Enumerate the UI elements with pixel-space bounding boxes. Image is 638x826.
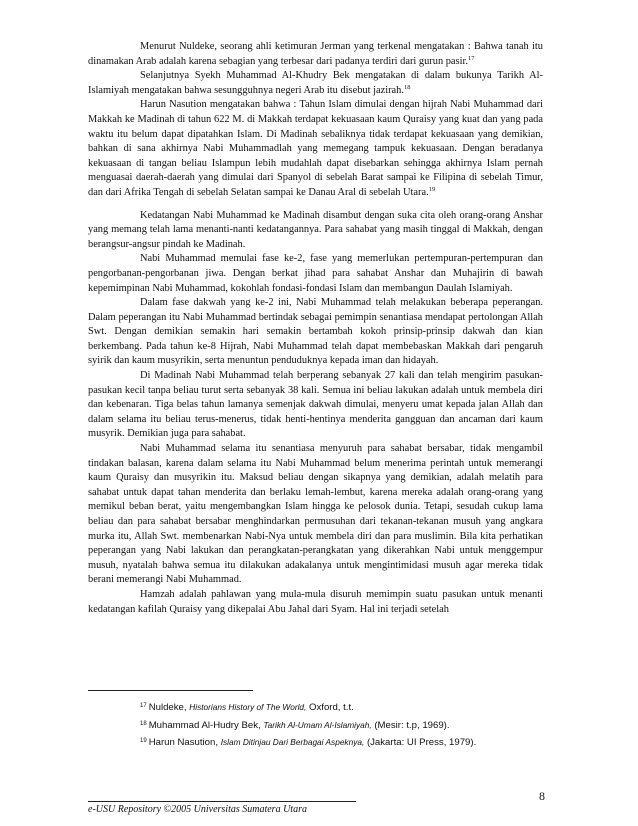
footnote-ref-18: 18 [403, 83, 411, 91]
page-number: 8 [539, 789, 545, 803]
paragraph-fase-ke-2: Nabi Muhammad memulai fase ke-2, fase yang memerlukan pertempuran-pertempuran dan pengorbanan-pengorbanan jiwa. Dengan berkat jihad para sahabat Anshar dan Muhajirin di bawah kepemimpinan Nabi Muhammad, kokohlah fondasi-fondasi Islam dan membangun Daulah Islamiyah. [88, 253, 543, 294]
footnote-ref-17: 17 [467, 54, 475, 62]
footnotes [140, 699, 550, 752]
repository-footer: e-USU Repository ©2005 Universitas Sumatera Utara [88, 804, 307, 815]
paragraph-kedatangan: Kedatangan Nabi Muhammad ke Madinah disambut dengan suka cita oleh orang-orang Anshar yang memang telah lama menanti-nanti kedatangannya. Para sahabat yang masih tinggal di Makkah, dengan berangsur-angsur pindah ke Madinah. [88, 209, 543, 250]
footnote-ref-19: 19 [428, 185, 436, 193]
footnote-title: Historians History of The World, [189, 702, 307, 712]
paragraph-nuldeke: Menurut Nuldeke, seorang ahli ketimuran Jerman yang terkenal mengatakan : Bahwa tanah itu dinamakan Arab adalah karena sebagian yang terbesar dari padanya terdiri dari gurun pasir.$^{17}$ [88, 41, 543, 67]
paragraph-hamzah: Hamzah adalah pahlawan yang mula-mula disuruh memimpin suatu pasukan untuk menanti kedatangan kafilah Quraisy yang dikepalai Abu Jahal dari Syam. Hal ini terjadi setelah [88, 588, 543, 615]
footnote-separator [88, 690, 253, 691]
footnote-18: $^{18}$ Muhammad Al-Hudry Bek, Tarikh Al-Umam Al-Islamiyah, (Mesir: t.p, 1969). [140, 719, 450, 731]
footnote-19: $^{19}$ Harun Nasution, Islam Ditinjau Dari Berbagai Aspeknya, (Jakarta: UI Press, 1979). [140, 737, 477, 748]
paragraph-madinah-27-kali: Di Madinah Nabi Muhammad telah berperang sebanyak 27 kali dan telah mengirim pasukan-pasukan kecil tanpa beliau turut serta sebanyak 38 kali. Semua ini beliau lakukan adalah untuk membela diri dan kebenaran. Tiga belas tahun lamanya semenjak dakwah dimulai, menyeru umat kepada jalan Allah dan dalam selama itu beliau terus-menerus, tidak henti-hentinya menderita gangguan dan ancaman dari kaum musyrik. Demikian juga para sahabat. [88, 370, 543, 440]
footnote-title: Tarikh Al-Umam Al-Islamiyah, [263, 719, 372, 730]
body-text [88, 40, 543, 617]
paragraph-bersabar: Nabi Muhammad selama itu senantiasa menyuruh para sahabat bersabar, tidak mengambil tindakan balasan, karena dalam selama itu Nabi Muhammad belum menerima perintah untuk memerangi kaum Quraisy dan musyrikin itu. Maksud beliau dengan sikapnya yang demikian, adalah melatih para sahabat untuk dapat tahan menderita dan berlaku lemah-lembut, karena mereka adalah orang-orang yang memikul beban berat, yaitu mengembangkan Islam hingga ke pelosok dunia. Tetapi, sesudah cukup lama beliau dan para sahabat bersabar menghindarkan permusuhan dari tekanan-tekanan musuh yang angkara murka itu, Allah Swt. membenarkan Nabi-Nya untuk membela diri dan para muslimin. Bila kita perhatikan peperangan yang Nabi lakukan dan perangkatan-perangkatan yang dikerahkan Nabi untuk menggempur musuh, nyatalah bahwa semua itu dilakukan adakalanya untuk mengintimidasi musuh agar mereka tidak berani memerangi Nabi Muhammad. [88, 443, 543, 586]
footnote-17: $^{17}$ Nuldeke, Historians History of The World, Oxford, t.t. [140, 702, 354, 713]
repository-separator [88, 801, 356, 802]
paragraph-peperangan: Dalam fase dakwah yang ke-2 ini, Nabi Muhammad telah melakukan beberapa peperangan. Dalam peperangan itu Nabi Muhammad bertindak sebagai pemimpin senantiasa mendapat pertolongan Allah Swt. Dengan demikian semakin hari semakin bertambah kokoh prinsip-prinsip dakwah dan kian berkembang. Pada tahun ke-8 Hijrah, Nabi Muhammad telah dapat membebaskan Makkah dari pengaruh syirik dan kaum musyrikin, serta menuntun penduduknya kepada iman dan hidayah. [88, 297, 543, 367]
paragraph-harun-nasution: Harun Nasution mengatakan bahwa : Tahun Islam dimulai dengan hijrah Nabi Muhammad dari Makkah ke Madinah di tahun 622 M. di Makkah terdapat kekuasaan kaum Quraisy yang kuat dan yang pada waktu itu belum dapat dipatahkan Islam. Di Madinah sebaliknya tidak terdapat kekuasaan yang demikian, bahkan di sana akhirnya Nabi Muhammadlah yang memegang tampuk kekuasaan. Dengan beradanya kekuasaan di tangan beliau Islampun lebih mudahlah dapat disebarkan sehingga akhirnya Islam pernah menguasai daerah-daerah yang dimulai dari Spanyol di sebelah Barat sampai ke Filipina di sebelah Timur, dan dari Afrika Tengah di sebelah Selatan sampai ke Danau Aral di sebelah Utara.$^{19}$ [88, 99, 543, 198]
footnote-title: Islam Ditinjau Dari Berbagai Aspeknya, [220, 737, 365, 747]
paragraph-al-khudry: Selanjutnya Syekh Muhammad Al-Khudry Bek mengatakan di dalam bukunya Tarikh Al-Islamiyah mengatakan bahwa sesungguhnya negeri Arab itu disebut jazirah.$^{18}$ [88, 70, 543, 96]
